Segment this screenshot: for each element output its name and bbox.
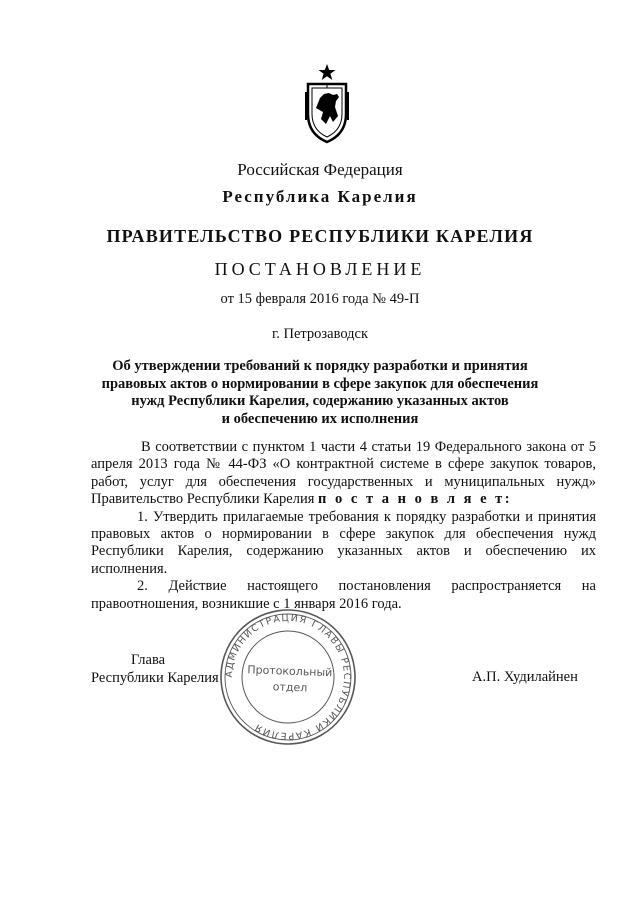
document-type: ПОСТАНОВЛЕНИЕ	[214, 259, 426, 279]
stamp-inner-line: отдел	[272, 680, 308, 695]
stamp-inner-line: Протокольный	[247, 663, 333, 680]
title-line: Об утверждении требований к порядку разработки и принятия	[112, 358, 528, 374]
document-title	[100, 358, 540, 428]
document-date-number: от 15 февраля 2016 года № 49-П	[220, 291, 420, 307]
clause-1: 1. Утвердить прилагаемые требования к порядку разработки и принятия правовых актов о нормировании в сфере закупок для обеспечения нужд Республики Карелия, содержанию указанных актов и обеспечению их исполнения.	[91, 508, 596, 577]
position-line: Глава	[131, 652, 166, 668]
resolves-word: п о с т а н о в л я е т:	[318, 491, 513, 508]
government-name: ПРАВИТЕЛЬСТВО РЕСПУБЛИКИ КАРЕЛИЯ	[106, 226, 534, 246]
title-line: правовых актов о нормировании в сфере закупок для обеспечения	[101, 375, 539, 392]
title-line: нужд Республики Карелия, содержанию указанных актов	[131, 393, 509, 410]
republic-name: Республика Карелия	[222, 187, 418, 206]
preamble-text: В соответствии с пунктом 1 части 4 статьи 19 Федерального закона от 5 апреля 2013 года № 44-ФЗ «О контрактной системе в сфере закупок товаров, работ, услуг для обеспечения государственных и муниципальных нужд» Правительство Республики Карелия	[91, 439, 596, 508]
karelia-coat-of-arms-icon	[302, 64, 352, 144]
preamble-paragraph	[91, 439, 596, 509]
position-line: Республики Карелия	[91, 670, 219, 686]
official-stamp	[218, 607, 358, 747]
signatory-position	[91, 651, 219, 687]
stamp-ring-text: АДМИНИСТРАЦИЯ ГЛАВЫ РЕСПУБЛИКИ КАРЕЛИЯ	[223, 612, 353, 742]
country-name: Российская Федерация	[237, 160, 403, 179]
title-line: и обеспечению их исполнения	[221, 410, 419, 427]
signatory-name: А.П. Худилайнен	[472, 669, 578, 685]
clause-2: 2. Действие настоящего постановления распространяется на правоотношения, возникшие с 1 января 2016 года.	[91, 578, 596, 612]
document-body	[91, 439, 596, 613]
document-city: г. Петрозаводск	[271, 326, 369, 342]
